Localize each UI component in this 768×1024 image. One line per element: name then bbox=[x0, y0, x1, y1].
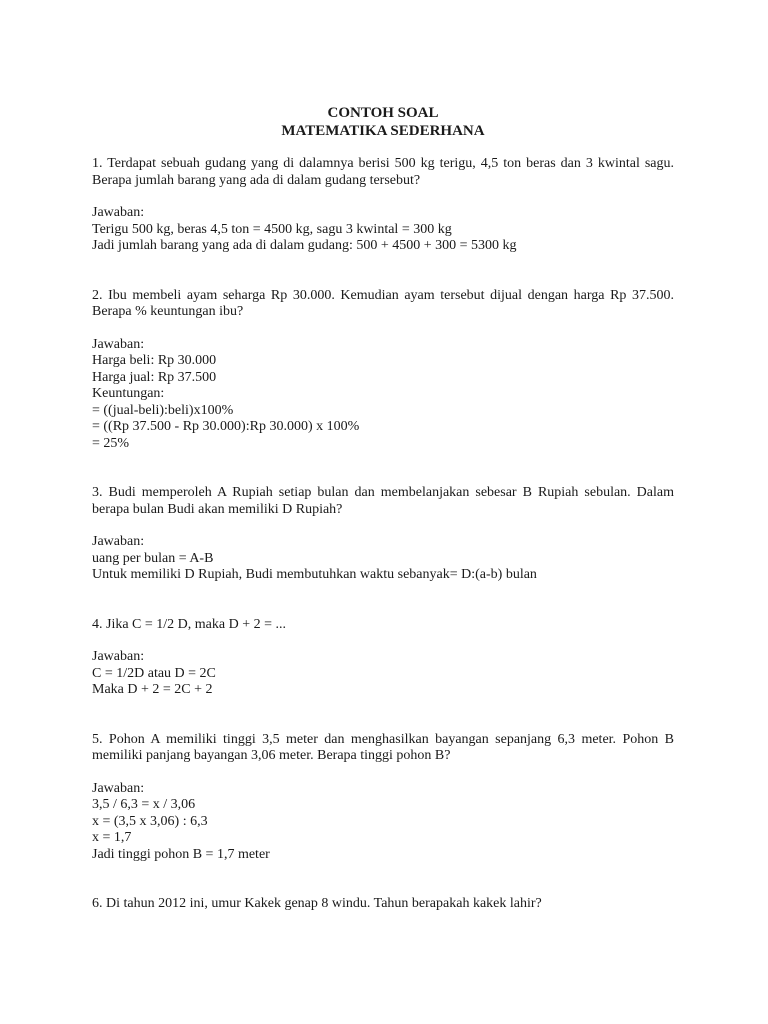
answer-label: Jawaban: bbox=[92, 534, 145, 549]
problem-1 bbox=[92, 156, 674, 288]
spacer bbox=[92, 699, 674, 732]
question-text: 6. Di tahun 2012 ini, umur Kakek genap 8 windu. Tahun berapakah kakek lahir? bbox=[92, 896, 542, 911]
title-line-1: CONTOH SOAL bbox=[327, 105, 439, 121]
answer-line: = 25% bbox=[92, 435, 130, 451]
answer-line: Maka D + 2 = 2C + 2 bbox=[92, 682, 213, 697]
answer-line: Terigu 500 kg, beras 4,5 ton = 4500 kg, sagu 3 kwintal = 300 kg bbox=[92, 221, 452, 237]
document-page bbox=[92, 104, 674, 913]
problem-5 bbox=[92, 732, 674, 897]
spacer bbox=[92, 452, 674, 485]
title-block bbox=[92, 104, 674, 140]
answer-line: Jadi tinggi pohon B = 1,7 meter bbox=[92, 846, 270, 862]
answer-line: C = 1/2D atau D = 2C bbox=[92, 665, 216, 681]
spacer bbox=[92, 584, 674, 617]
spacer bbox=[92, 863, 674, 896]
question-text: 5. Pohon A memiliki tinggi 3,5 meter dan menghasilkan bayangan sepanjang 6,3 meter. Pohon B memiliki panjang bayangan 3,06 meter. Berapa tinggi pohon B? bbox=[92, 731, 674, 763]
problem-3 bbox=[92, 485, 674, 617]
spacer bbox=[92, 255, 674, 288]
title-line-2: MATEMATIKA SEDERHANA bbox=[281, 123, 485, 139]
problem-4 bbox=[92, 617, 674, 732]
question-text: 1. Terdapat sebuah gudang yang di dalamnya berisi 500 kg terigu, 4,5 ton beras dan 3 kwintal sagu. Berapa jumlah barang yang ada di dalam gudang tersebut? bbox=[92, 156, 674, 188]
question-text: 2. Ibu membeli ayam seharga Rp 30.000. Kemudian ayam tersebut dijual dengan harga Rp 37.500. Berapa % keuntungan ibu? bbox=[92, 287, 674, 319]
answer-line: uang per bulan = A-B bbox=[92, 550, 214, 566]
answer-line: x = 1,7 bbox=[92, 830, 132, 845]
answer-line: x = (3,5 x 3,06) : 6,3 bbox=[92, 813, 208, 829]
answer-line: Harga jual: Rp 37.500 bbox=[92, 369, 217, 385]
answer-label: Jawaban: bbox=[92, 649, 145, 664]
answer-line: Untuk memiliki D Rupiah, Budi membutuhkan waktu sebanyak= D:(a-b) bulan bbox=[92, 567, 537, 582]
question-text: 3. Budi memperoleh A Rupiah setiap bulan dan membelanjakan sebesar B Rupiah sebulan. Dalam berapa bulan Budi akan memiliki D Rupiah? bbox=[92, 485, 674, 517]
question-text: 4. Jika C = 1/2 D, maka D + 2 = ... bbox=[92, 616, 287, 632]
problem-2 bbox=[92, 288, 674, 486]
answer-line: Keuntungan: bbox=[92, 386, 165, 401]
answer-line: 3,5 / 6,3 = x / 3,06 bbox=[92, 797, 196, 812]
answer-label: Jawaban: bbox=[92, 205, 145, 220]
answer-label: Jawaban: bbox=[92, 336, 145, 352]
answer-line: = ((Rp 37.500 - Rp 30.000):Rp 30.000) x 100% bbox=[92, 419, 360, 434]
answer-label: Jawaban: bbox=[92, 780, 145, 796]
answer-line: Harga beli: Rp 30.000 bbox=[92, 353, 217, 368]
problem-6 bbox=[92, 896, 674, 913]
answer-line: Jadi jumlah barang yang ada di dalam gudang: 500 + 4500 + 300 = 5300 kg bbox=[92, 238, 517, 253]
answer-line: = ((jual-beli):beli)x100% bbox=[92, 402, 234, 418]
